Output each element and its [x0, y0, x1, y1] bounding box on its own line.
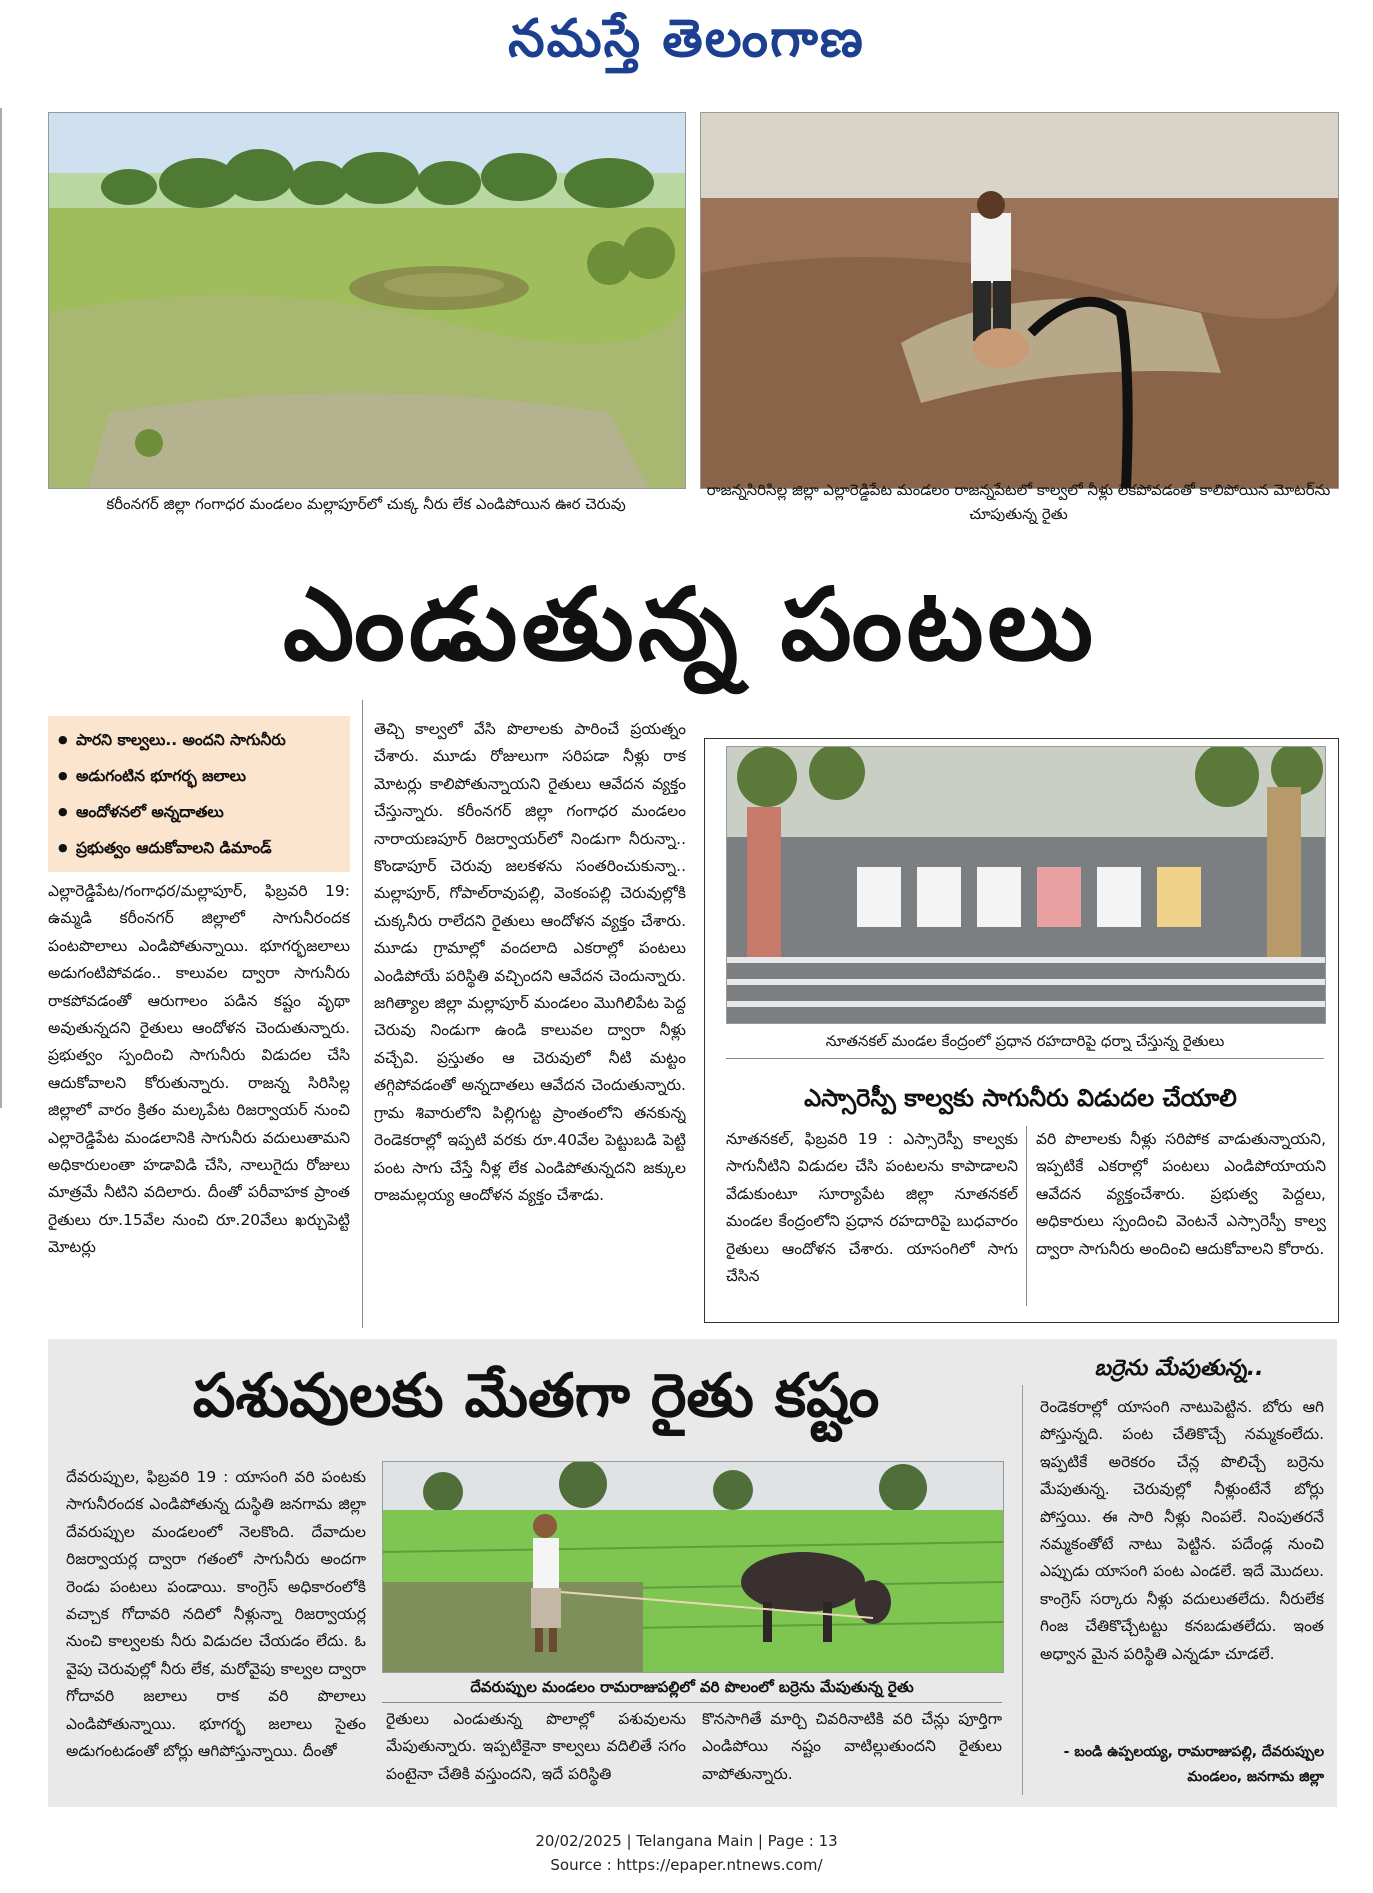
- sidebar-text: రెండెకరాల్లో యాసంగి నాటుపెట్టిన. బోరు ఆగి పోస్తున్నది. పంట చేతికొచ్చే నమ్మకంలేదు. ఇప్పటికే అరెకరం చేన్ల పొలిచ్చే బర్రెను మేపుతున్న. చెరువుల్లో నీళ్లుంటేనే బోర్లు పోస్తయి. ఈ సారి నీళ్లు నింపలే. నింపుతరనే నమ్మకంతోటే నాటు పెట్టిన. పదేండ్ల నుంచి ఎప్పుడు యాసంగి పంట ఎండలే. ఇదే మొదలు. కాంగ్రెస్ సర్కారు నీళ్లు వదులుతలేదు. నీరులేక గింజ చేతికొచ్చేటట్టు కనబడుతలేదు. ఇంత అధ్వాన మైన పరిస్థితి ఎన్నడూ చూడలే.: [1040, 1398, 1324, 1663]
- caption-rule: [726, 1058, 1324, 1059]
- column-rule: [1026, 1126, 1027, 1306]
- sidebar-title: బర్రెను మేపుతున్న..: [1094, 1356, 1264, 1381]
- main-story-col1: ఎల్లారెడ్డిపేట/గంగాధర/మల్లాపూర్, ఫిబ్రవరి 19: ఉమ్మడి కరీంనగర్ జిల్లాలో సాగునీరందక పంటపొలాలు ఎండిపోతున్నాయి. భూగర్భజలాలు అడుగంటిపోవడం.. కాలువల ద్వారా సాగునీరు రాకపోవడంతో ఆరుగాలం పడిన కష్టం వృథా అవుతున్నదని రైతులు ఆందోళన చెందుతున్నారు. ప్రభుత్వం స్పందించి సాగునీరు విడుదల చేసి ఆదుకోవాలని కోరుతున్నారు. రాజన్న సిరిసిల్ల జిల్లాలో వారం క్రితం మల్కపేట రిజర్వాయర్ నుంచి ఎల్లారెడ్డిపేట మండలానికి సాగునీరు వదులుతామని అధికారులంతా హడావిడి చేసి, నాలుగైదు రోజులు మాత్రమే నీటిని వదిలారు. దీంతో పరీవాహక ప్రాంత రైతులు రూ.15వేల నుంచి రూ.20వేలు ఖర్చుపెట్టి మోటర్లు: [48, 882, 350, 1257]
- highlight-item: ● ప్రభుత్వం ఆదుకోవాలని డిమాండ్: [56, 830, 342, 866]
- photo-burnt-motor: [700, 112, 1339, 489]
- column-rule: [362, 700, 363, 1328]
- livestock-col1: దేవరుప్పుల, ఫిబ్రవరి 19 : యాసంగి వరి పంటకు సాగునీరందక ఎండిపోతున్న దుస్థితి జనగామ జిల్లా దేవరుప్పుల మండలంలో నెలకొంది. దేవాదుల రిజర్వాయర్ల ద్వారా గతంలో సాగునీరు అందగా రెండు పంటలు పండాయి. కాంగ్రెస్ అధికారంలోకి వచ్చాక గోదావరి నదిలో నీళ్లున్నా రిజర్వాయర్ల నుంచి కాల్వలకు నీరు విడుదల చేయడం లేదు. ఓ వైపు చెరువుల్లో నీరు లేక, మరోవైపు కాల్వల ద్వారా గోదావరి జలాలు రాక వరి పొలాలు ఎండిపోతున్నాయి. భూగర్భ జలాలు సైతం అడుగంటడంతో బోర్లు ఆగిపోస్తున్నాయి. దీంతో: [66, 1468, 366, 1761]
- caption-rule: [382, 1702, 1002, 1703]
- main-story-col2: తెచ్చి కాల్వలో వేసి పొలాలకు పారించే ప్రయత్నం చేశారు. మూడు రోజులుగా సరిపడా నీళ్లు రాక మోటర్లు కాలిపోతున్నాయని రైతులు ఆవేదన వ్యక్తం చేస్తున్నారు. కరీంనగర్ జిల్లా గంగాధర మండలం నారాయణపూర్ రిజర్వాయర్‌లో నిండుగా నీరున్నా.. కొండాపూర్ చెరువు జలకళను సంతరించుకున్నా.. మల్లాపూర్, గోపాల్‌రావుపల్లి, వెంకంపల్లి చెరువుల్లోకి చుక్కనీరు రాలేదని రైతులు ఆందోళన వ్యక్తం చేశారు. మూడు గ్రామాల్లో వందలాది ఎకరాల్లో పంటలు ఎండిపోయే పరిస్థితి వచ్చిందని ఆవేదన చెందున్నారు. జగిత్యాల జిల్లా మల్లాపూర్ మండలం మొగిలిపేట పెద్ద చెరువు నిండుగా ఉండి కాలువల ద్వారా నీళ్లు వచ్చేవి. ప్రస్తుతం ఆ చెరువులో నీటి మట్టం తగ్గిపోవడంతో అన్నదాతలు ఆవేదన చెందుతున్నారు. గ్రామ శివారులోని పిల్లిగుట్ట ప్రాంతంలోని తనకున్న రెండెకరాల్లో ఇప్పటి వరకు రూ.40వేల పెట్టుబడి పెట్టి పంట సాగు చేస్తే నీళ్ల లేక ఎండిపోతున్నదని జక్కుల రాజమల్లయ్య ఆందోళన వ్యక్తం చేశాడు.: [374, 720, 686, 1204]
- photo-buffalo-caption: దేవరుప్పుల మండలం రామరాజుపల్లిలో వరి పొలంలో బర్రెను మేపుతున్న రైతు: [470, 1678, 914, 1696]
- highlights-box: [48, 716, 350, 872]
- footer-source[interactable]: Source : https://epaper.ntnews.com/: [550, 1856, 823, 1874]
- photo-dharna: [726, 746, 1326, 1024]
- photo-buffalo: [382, 1461, 1004, 1673]
- dharna-col2: వరి పొలాలకు నీళ్లు సరిపోక వాడుతున్నాయని, ఇప్పటికే ఎకరాల్లో పంటలు ఎండిపోయాయని ఆవేదన వ్యక్తంచేశారు. ప్రభుత్వ పెద్దలు, అధికారులు స్పందించి వెంటనే ఎస్సారెస్పీ కాల్వ ద్వారా సాగునీరు అందించి ఆదుకోవాలని కోరారు.: [1036, 1130, 1326, 1258]
- main-headline: ఎండుతున్న పంటలు: [282, 566, 1097, 683]
- photo-dharna-caption: నూతనకల్ మండల కేంద్రంలో ప్రధాన రహదారిపై ధర్నా చేస్తున్న రైతులు: [825, 1032, 1225, 1050]
- highlight-item: ● అడుగంటిన భూగర్భ జలాలు: [56, 758, 342, 794]
- dharna-headline: ఎస్సారెస్పీ కాల్వకు సాగునీరు విడుదల చేయాలి: [804, 1084, 1237, 1112]
- livestock-headline: పశువులకు మేతగా రైతు కష్టం: [192, 1361, 880, 1431]
- sidebar-rule: [1022, 1385, 1023, 1795]
- photo-burnt-motor-caption: రాజన్నసిరిసిల్ల జిల్లా ఎల్లారెడ్డిపేట మండలం రాజన్నపేటలో కాల్వలో నీళ్లు లేకపోవడంతో కాలిపోయిన మోటర్‌ను చూపుతున్న రైతు: [706, 481, 1331, 523]
- photo-dry-lake-caption: కరీంనగర్ జిల్లా గంగాధర మండలం మల్లాపూర్‌లో చుక్క నీరు లేక ఎండిపోయిన ఊర చెరువు: [106, 495, 626, 513]
- left-edge-rule: [0, 108, 2, 1108]
- highlight-item: ● ఆందోళనలో అన్నదాతలు: [56, 794, 342, 830]
- sidebar-byline: - బండి ఉప్పలయ్య, రామరాజుపల్లి, దేవరుప్పుల మండలం, జనగామ జిల్లా: [1063, 1744, 1324, 1785]
- highlight-item: ● పారని కాల్వలు.. అందని సాగునీరు: [56, 722, 342, 758]
- dharna-col1: నూతనకల్, ఫిబ్రవరి 19 : ఎస్సారెస్పీ కాల్వకు సాగునీటిని విడుదల చేసి పంటలను కాపాడాలని వేడుకుంటూ సూర్యాపేట జిల్లా నూతనకల్ మండల కేంద్రంలోని ప్రధాన రహదారిపై బుధవారం రైతులు ఆందోళన చేశారు. యాసంగిలో సాగు చేసిన: [726, 1130, 1018, 1286]
- photo-dry-lake: [48, 112, 686, 489]
- masthead: నమస్తే తెలంగాణ: [508, 8, 865, 69]
- livestock-col2: రైతులు ఎండుతున్న పొలాల్లో పశువులను మేపుతున్నారు. ఇప్పటికైనా కాల్వలు వదిలితే సగం పంటైనా చేతికి వస్తుందని, ఇదే పరిస్థితి: [386, 1710, 686, 1783]
- livestock-col3: కొనసాగితే మార్చి చివరినాటికి వరి చేన్లు పూర్తిగా ఎండిపోయి నష్టం వాటిల్లుతుందని రైతులు వాపోతున్నారు.: [702, 1710, 1002, 1783]
- footer-date-page: 20/02/2025 | Telangana Main | Page : 13: [535, 1832, 838, 1850]
